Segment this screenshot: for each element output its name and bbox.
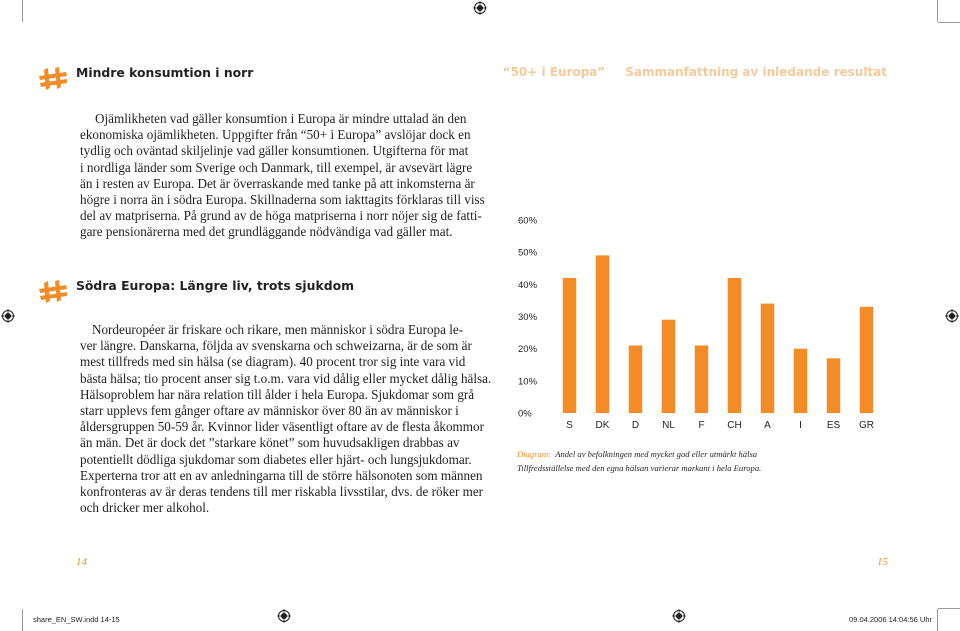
- section-body-consumption: [80, 111, 485, 241]
- x-tick-label-a: A: [764, 420, 771, 431]
- footer-timestamp: 09.04.2006 14:04:56 Uhr: [849, 615, 932, 624]
- body-line: Experterna tror att en av anledningarna till de större hälsonoten som männen: [80, 467, 483, 483]
- body-line: del av matpriserna. På grund av de höga matpriserna i norr nöjer sig de fatti-: [80, 208, 482, 224]
- y-tick-label: 60%: [518, 215, 538, 227]
- body-line: konfronteras av är deras tendens till mer riskabla livsstilar, dvs. de röker mer: [80, 484, 484, 500]
- y-tick-label: 30%: [518, 312, 538, 323]
- body-line: mest tillfreds med sin hälsa (se diagram). 40 procent tror sig inte vara vid: [80, 354, 466, 370]
- bar-f: [695, 345, 709, 413]
- bar-dk: [596, 255, 610, 413]
- body-line: tydlig och oväntad skiljelinje vad gäller konsumtionen. Utgifterna för mat: [80, 143, 469, 159]
- bar-es: [827, 358, 841, 413]
- bar-a: [761, 304, 775, 413]
- x-tick-label-ch: CH: [727, 420, 742, 431]
- registration-mark-left-icon: [1, 309, 15, 323]
- bar-nl: [662, 320, 676, 413]
- caption-line-2: Tillfredsställelse med den egna hälsan varierar markant i hela Europa.: [517, 463, 762, 473]
- asterisk-bullet-icon: [38, 279, 68, 305]
- bar-i: [794, 349, 808, 413]
- asterisk-bullet-icon: [38, 66, 68, 92]
- registration-mark-right-icon: [945, 309, 959, 323]
- chart-caption: [517, 447, 761, 475]
- section-heading-south-europe: Södra Europa: Längre liv, trots sjukdom: [76, 278, 354, 293]
- x-tick-label-i: I: [799, 420, 802, 431]
- registration-mark-bottom-right-icon: [672, 609, 686, 623]
- body-line: gare pensionärerna med det grundläggande nödvändiga vad gäller mat.: [80, 224, 453, 240]
- footer-file-name: share_EN_SW.indd 14-15: [33, 615, 120, 624]
- section-body-south-europe: [80, 322, 491, 516]
- body-line: högre i norra än i södra Europa. Skillnaderna som iakttagits förklaras till viss: [80, 192, 485, 208]
- x-tick-label-gr: GR: [859, 420, 874, 431]
- body-line: ekonomiska ojämlikheten. Uppgifter från “50+ i Europa” avslöjar dock en: [80, 127, 471, 143]
- x-tick-label-s: S: [566, 420, 573, 431]
- x-tick-label-f: F: [698, 420, 705, 431]
- bar-ch: [728, 278, 742, 413]
- registration-mark-bottom-left-icon: [277, 609, 291, 623]
- body-line: Nordeuropéer är friskare och rikare, men människor i södra Europa le-: [92, 322, 464, 337]
- crop-mark-top-left: [22, 0, 23, 22]
- chart-bars: [563, 255, 874, 413]
- body-line: potentiellt dödliga sjukdomar som diabetes eller hjärt- och lungsjukdomar.: [80, 451, 472, 467]
- body-line: än i resten av Europa. Det är överraskande med tanke på att inkomsterna är: [80, 175, 475, 191]
- crop-mark-right-bottom: [938, 608, 960, 609]
- y-tick-label: 50%: [518, 247, 538, 259]
- running-header-subtitle: Sammanfattning av inledande resultat: [625, 65, 887, 79]
- running-header: [503, 65, 887, 79]
- health-bar-chart: [505, 205, 895, 440]
- registration-mark-top-icon: [473, 1, 487, 15]
- x-tick-label-dk: DK: [595, 420, 610, 431]
- running-header-title: “50+ i Europa”: [502, 65, 606, 79]
- page-number-right: 15: [877, 556, 888, 568]
- page-number-left: 14: [76, 556, 87, 568]
- y-tick-label: 10%: [518, 376, 538, 388]
- crop-mark-bottom-right: [937, 609, 938, 631]
- body-line: åldersgruppen 50-59 år. Kvinnor lider väsentligt oftare av de flesta åkommor: [80, 419, 484, 435]
- x-tick-label-es: ES: [826, 420, 841, 431]
- caption-line-1: [517, 447, 761, 461]
- y-axis-ticks: [518, 216, 538, 420]
- bar-d: [629, 345, 643, 413]
- body-line: än män. Det är dock det ”starkare könet” som huvudsakligen drabbas av: [80, 435, 460, 451]
- x-axis-ticks: [566, 420, 874, 431]
- bar-gr: [860, 307, 874, 413]
- bar-s: [563, 278, 577, 413]
- crop-mark-right-top: [938, 22, 960, 23]
- body-line: Ojämlikheten vad gäller konsumtion i Europa är mindre uttalad än den: [95, 111, 467, 126]
- body-line: i nordliga länder som Sverige och Danmark, till exempel, är avsevärt lägre: [80, 159, 473, 175]
- body-line: ver längre. Danskarna, följda av svenskarna och schweizarna, är de som är: [80, 338, 472, 354]
- y-tick-label: 20%: [518, 344, 538, 356]
- body-line: Hälsoproblem har nära relation till ålder i hela Europa. Sjukdomar som grå: [80, 386, 475, 402]
- crop-mark-bottom-left: [22, 609, 23, 631]
- crop-mark-top-right: [937, 0, 938, 22]
- x-tick-label-nl: NL: [662, 420, 675, 431]
- body-line: bästa hälsa; tio procent anser sig t.o.m. vara vid dålig eller mycket dålig hälsa.: [80, 370, 492, 386]
- caption-label: Diagram:: [517, 449, 551, 459]
- x-tick-label-d: D: [631, 420, 640, 431]
- caption-text: Andel av befolkningen med mycket god eller utmärkt hälsa: [555, 449, 758, 459]
- y-tick-label: 40%: [518, 279, 538, 291]
- body-line: starr upplevs fem gånger oftare av människor över 80 än av människor i: [80, 403, 459, 419]
- body-line: och dricker mer alkohol.: [80, 500, 210, 516]
- y-tick-label: 0%: [518, 408, 532, 420]
- section-heading-consumption: Mindre konsumtion i norr: [76, 65, 254, 80]
